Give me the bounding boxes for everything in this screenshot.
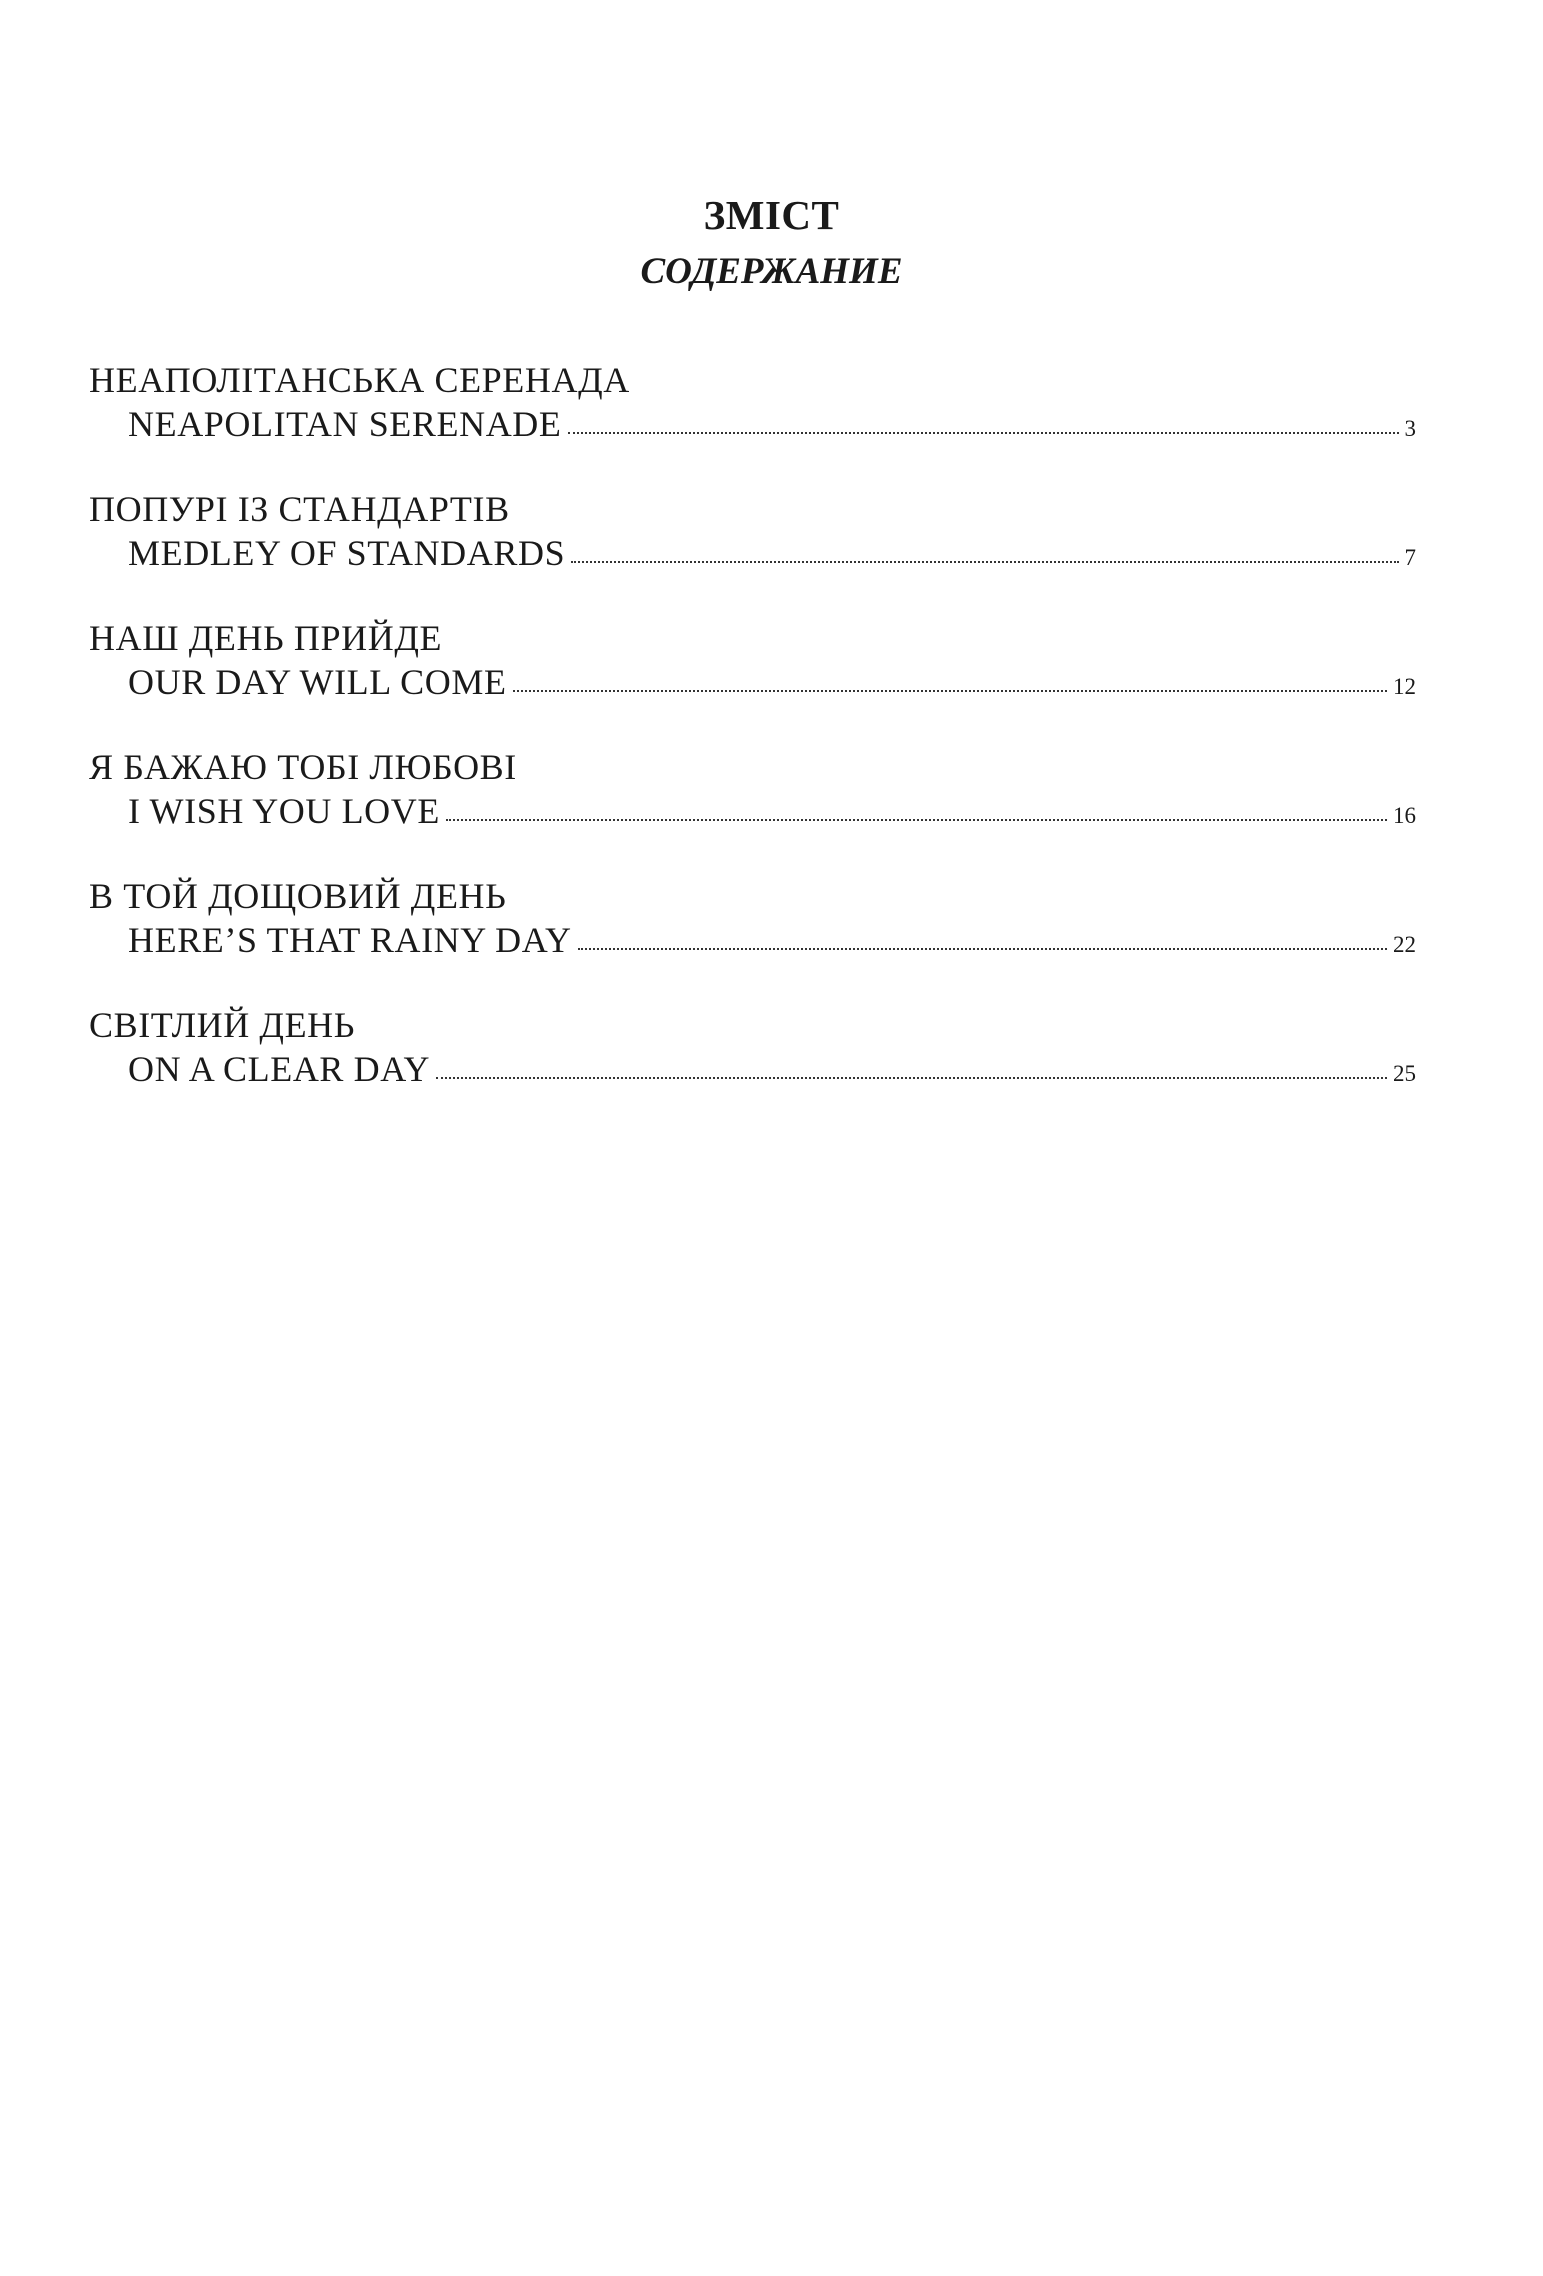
toc-page-number: 16 [1393,803,1416,828]
toc-entry-title: НАШ ДЕНЬ ПРИЙДЕ [89,618,443,658]
toc-entry-title: НЕАПОЛІТАНСЬКА СЕРЕНАДА [89,360,630,400]
toc-page-number: 3 [1404,416,1416,441]
table-of-contents [89,358,1416,1132]
toc-page-number: 12 [1393,674,1416,699]
toc-page-number: 22 [1393,932,1416,957]
toc-entry-title: СВІТЛИЙ ДЕНЬ [89,1005,356,1045]
toc-entry-subtitle: HERE’S THAT RAINY DAY [128,920,572,960]
dot-leader [568,432,1399,434]
toc-entry-subtitle: MEDLEY OF STANDARDS [128,533,566,573]
toc-entry-line [128,402,1416,446]
toc-entry-subtitle: ON A CLEAR DAY [128,1049,431,1089]
page-subtitle: СОДЕРЖАНИЕ [640,251,903,292]
toc-entry-line [128,918,1416,962]
dot-leader [513,690,1387,692]
toc-entry-subtitle: I WISH YOU LOVE [128,791,440,831]
toc-entry-title: Я БАЖАЮ ТОБІ ЛЮБОВІ [89,747,517,787]
page-title: ЗМІСТ [703,192,840,238]
toc-entry-title: В ТОЙ ДОЩОВИЙ ДЕНЬ [89,876,507,916]
toc-entry-line [128,1047,1416,1091]
toc-entry-subtitle: OUR DAY WILL COME [128,662,507,702]
toc-entry[interactable] [89,487,1416,616]
toc-entry-subtitle: NEAPOLITAN SERENADE [128,404,562,444]
toc-entry-line [128,789,1416,833]
toc-entry-line [128,660,1416,704]
toc-entry[interactable] [89,358,1416,487]
dot-leader [446,819,1387,821]
toc-entry[interactable] [89,616,1416,745]
toc-page-number: 7 [1404,545,1416,570]
toc-entry[interactable] [89,745,1416,874]
dot-leader [578,948,1387,950]
dot-leader [436,1077,1387,1079]
toc-entry-title: ПОПУРІ ІЗ СТАНДАРТІВ [89,489,510,529]
toc-entry[interactable] [89,1003,1416,1132]
toc-entry[interactable] [89,874,1416,1003]
contents-header [0,192,1543,292]
toc-entry-line [128,531,1416,575]
dot-leader [571,561,1398,563]
toc-page-number: 25 [1393,1061,1416,1086]
